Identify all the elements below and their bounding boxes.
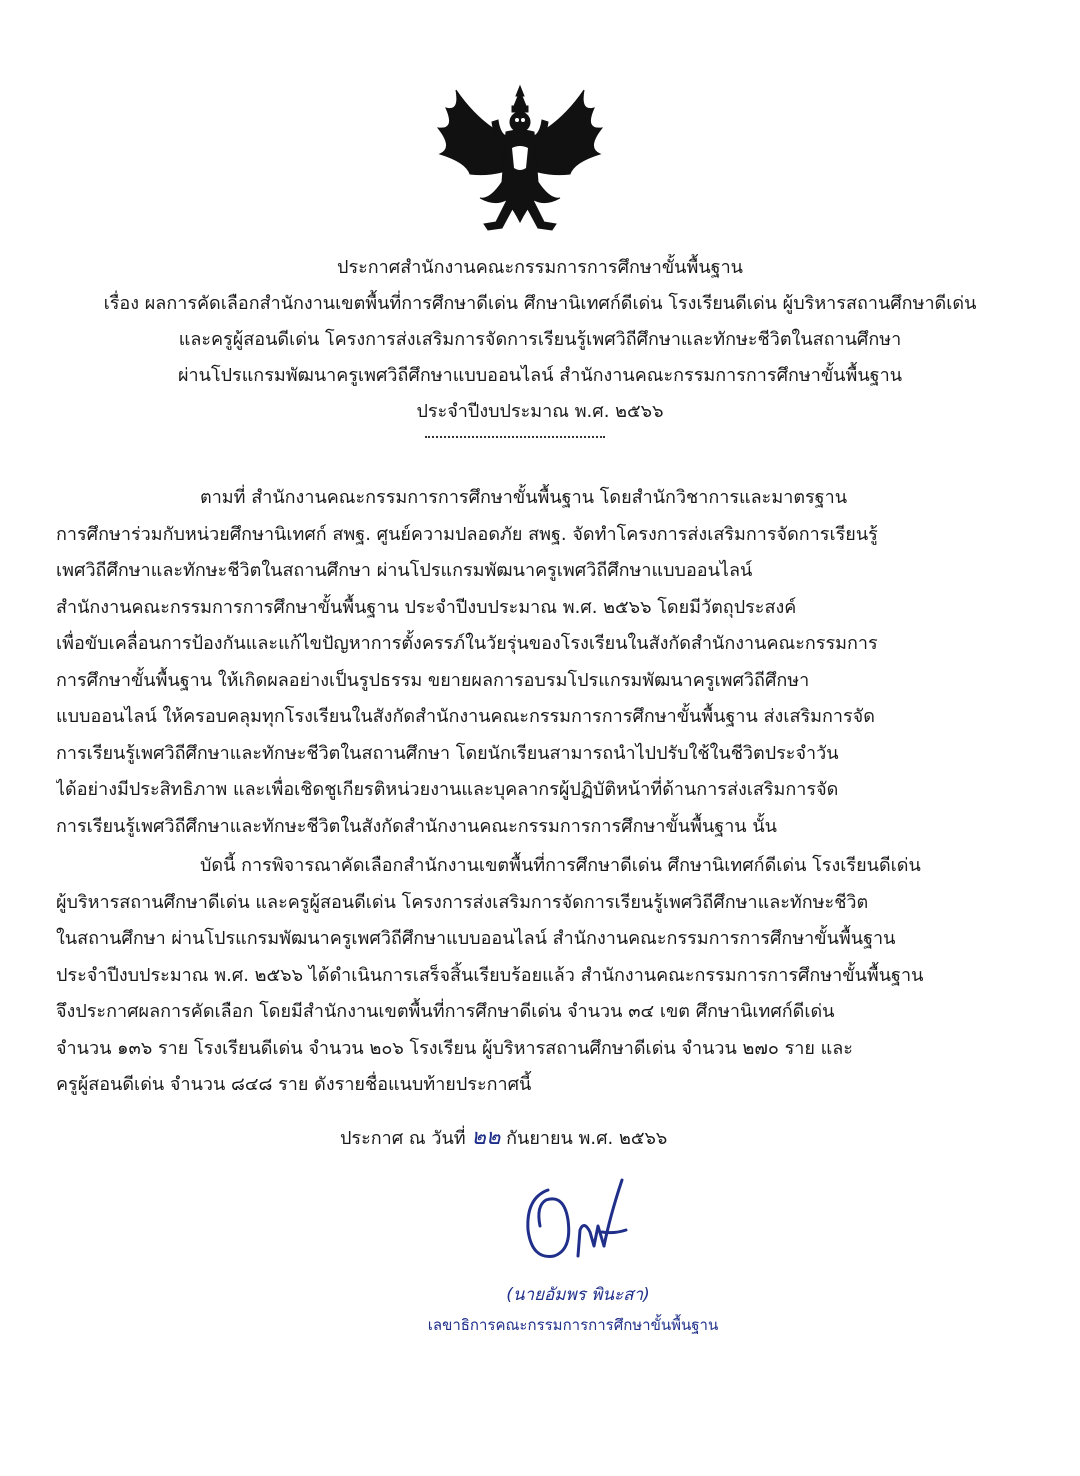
subject-line: ประจำปีงบประมาณ พ.ศ. ๒๕๖๖ (416, 401, 664, 422)
date-day: ๒๒ (471, 1125, 501, 1150)
subject-line: เรื่อง ผลการคัดเลือกสำนักงานเขตพื้นที่การศึกษาดีเด่น ศึกษานิเทศก์ดีเด่น โรงเรียนดีเด่น ผู้บริหารสถานศึกษาดีเด่น (103, 293, 977, 314)
dotted-separator (425, 436, 605, 438)
paragraph-line: เพื่อขับเคลื่อนการป้องกันและแก้ไขปัญหาการตั้งครรภ์ในวัยรุ่นของโรงเรียนในสังกัดสำนักงานคณะกรรมการ (56, 633, 878, 654)
paragraph-line: ตามที่ สำนักงานคณะกรรมการการศึกษาขั้นพื้นฐาน โดยสำนักวิชาการและมาตรฐาน (200, 487, 848, 508)
paragraph-line: ประจำปีงบประมาณ พ.ศ. ๒๕๖๖ ได้ดำเนินการเสร็จสิ้นเรียบร้อยแล้ว สำนักงานคณะกรรมการการศึกษาขั้นพื้นฐาน (56, 964, 924, 986)
paragraph-line: สำนักงานคณะกรรมการการศึกษาขั้นพื้นฐาน ประจำปีงบประมาณ พ.ศ. ๒๕๖๖ โดยมีวัตถุประสงค์ (56, 596, 797, 618)
paragraph-line: ได้อย่างมีประสิทธิภาพ และเพื่อเชิดชูเกียรติหน่วยงานและบุคลากรผู้ปฏิบัติหน้าที่ด้านการส่งเสริมการจัด (56, 779, 839, 800)
paragraph-line: การเรียนรู้เพศวิถีศึกษาและทักษะชีวิตในสังกัดสำนักงานคณะกรรมการการศึกษาขั้นพื้นฐาน นั้น (56, 815, 777, 837)
body-paragraph-1 (56, 480, 974, 845)
paragraph-line: บัดนี้ การพิจารณาคัดเลือกสำนักงานเขตพื้นที่การศึกษาดีเด่น ศึกษานิเทศก์ดีเด่น โรงเรียนดีเด่น (200, 855, 921, 876)
signer-name: (นายอัมพร พินะสา) (506, 1285, 650, 1305)
paragraph-line: การเรียนรู้เพศวิถีศึกษาและทักษะชีวิตในสถานศึกษา โดยนักเรียนสามารถนำไปปรับใช้ในชีวิตประจำวัน (56, 742, 839, 764)
subject-line: ผ่านโปรแกรมพัฒนาครูเพศวิถีศึกษาแบบออนไลน์ สำนักงานคณะกรรมการการศึกษาขั้นพื้นฐาน (177, 365, 902, 386)
date-prefix: ประกาศ ณ วันที่ (340, 1128, 466, 1149)
date-suffix: กันยายน พ.ศ. ๒๕๖๖ (506, 1128, 668, 1149)
announcement-header (40, 250, 1040, 430)
body-paragraph-2 (56, 848, 974, 1104)
paragraph-line: ครูผู้สอนดีเด่น จำนวน ๘๔๘ ราย ดังรายชื่อแนบท้ายประกาศนี้ (56, 1074, 532, 1095)
announcement-date (340, 1120, 940, 1157)
paragraph-line: ในสถานศึกษา ผ่านโปรแกรมพัฒนาครูเพศวิถีศึกษาแบบออนไลน์ สำนักงานคณะกรรมการการศึกษาขั้นพื้นฐาน (56, 928, 896, 949)
signature-icon (518, 1176, 638, 1272)
paragraph-line: ผู้บริหารสถานศึกษาดีเด่น และครูผู้สอนดีเด่น โครงการส่งเสริมการจัดการเรียนรู้เพศวิถีศึกษาและทักษะชีวิต (56, 891, 869, 913)
paragraph-line: การศึกษาขั้นพื้นฐาน ให้เกิดผลอย่างเป็นรูปธรรม ขยายผลการอบรมโปรแกรมพัฒนาครูเพศวิถีศึกษา (56, 669, 810, 691)
signer-title: เลขาธิการคณะกรรมการการศึกษาขั้นพื้นฐาน (427, 1316, 719, 1334)
paragraph-line: จำนวน ๑๓๖ ราย โรงเรียนดีเด่น จำนวน ๒๐๖ โรงเรียน ผู้บริหารสถานศึกษาดีเด่น จำนวน ๒๗๐ ราย และ (56, 1037, 853, 1059)
paragraph-line: จึงประกาศผลการคัดเลือก โดยมีสำนักงานเขตพื้นที่การศึกษาดีเด่น จำนวน ๓๔ เขต ศึกษานิเทศก์ดีเด่น (56, 1001, 835, 1022)
paragraph-line: การศึกษาร่วมกับหน่วยศึกษานิเทศก์ สพฐ. ศูนย์ความปลอดภัย สพฐ. จัดทำโครงการส่งเสริมการจัดการเรียนรู้ (56, 523, 878, 545)
paragraph-line: แบบออนไลน์ ให้ครอบคลุมทุกโรงเรียนในสังกัดสำนักงานคณะกรรมการการศึกษาขั้นพื้นฐาน ส่งเสริมการจัด (56, 706, 875, 727)
announcement-title: ประกาศสำนักงานคณะกรรมการการศึกษาขั้นพื้นฐาน (337, 257, 743, 278)
garuda-emblem-icon (430, 82, 610, 242)
paragraph-line: เพศวิถีศึกษาและทักษะชีวิตในสถานศึกษา ผ่านโปรแกรมพัฒนาครูเพศวิถีศึกษาแบบออนไลน์ (56, 560, 753, 581)
subject-line: และครูผู้สอนดีเด่น โครงการส่งเสริมการจัดการเรียนรู้เพศวิถีศึกษาและทักษะชีวิตในสถานศึกษา (178, 329, 902, 350)
